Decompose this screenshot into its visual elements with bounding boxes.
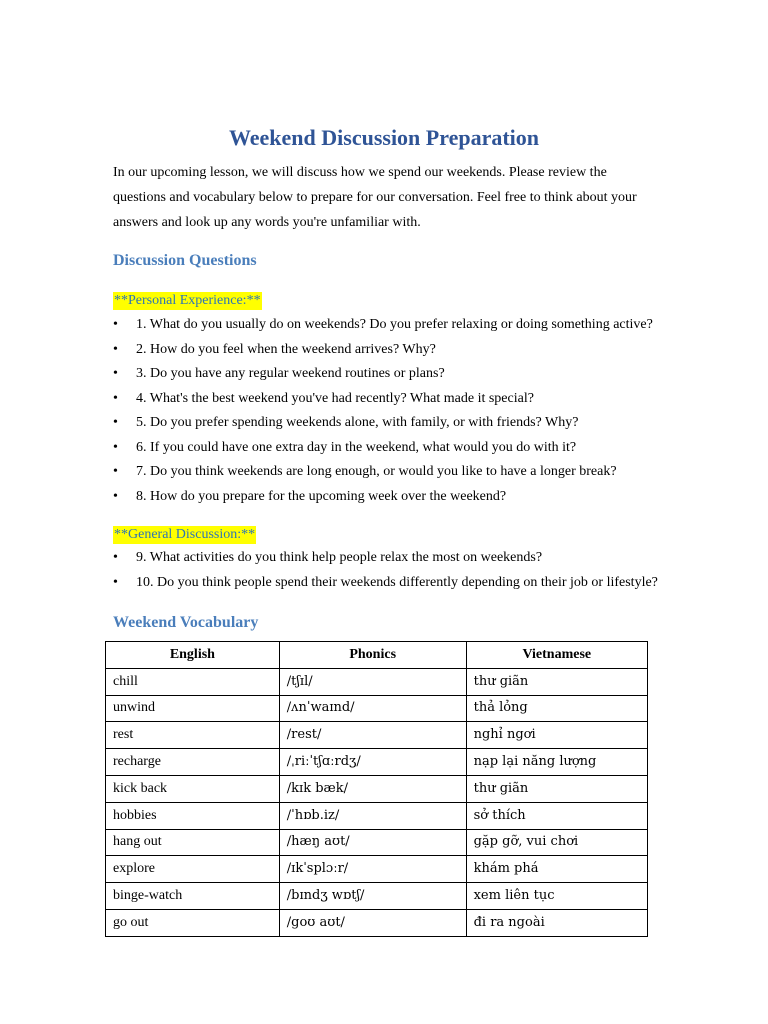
question-text: 5. Do you prefer spending weekends alone, with family, or with friends? Why? — [136, 415, 579, 430]
bullet-icon: • — [113, 439, 118, 455]
question-item — [113, 313, 673, 338]
vocabulary-row — [106, 883, 648, 910]
bullet-icon: • — [113, 390, 118, 406]
bullet-icon: • — [113, 464, 118, 479]
vietnamese-cell: thư giãn — [466, 668, 647, 695]
question-item — [113, 387, 673, 412]
vietnamese-cell: sở thích — [466, 802, 647, 829]
question-item — [113, 485, 673, 510]
english-cell: recharge — [106, 749, 280, 776]
question-item — [113, 460, 673, 485]
phonics-cell: /rest/ — [279, 722, 466, 749]
phonics-cell: /hæŋ aʊt/ — [279, 829, 466, 856]
column-header-english: English — [106, 642, 280, 669]
phonics-cell: /ˈhɒb.iz/ — [279, 802, 466, 829]
document-title: Weekend Discussion Preparation — [228, 125, 540, 150]
vocabulary-row — [106, 722, 648, 749]
vietnamese-cell: xem liên tục — [466, 883, 647, 910]
column-header-phonics: Phonics — [279, 642, 466, 669]
english-cell: go out — [106, 909, 280, 936]
bullet-icon: • — [113, 366, 118, 381]
vocabulary-table — [105, 641, 648, 937]
vocabulary-row — [106, 749, 648, 776]
bullet-icon: • — [113, 317, 118, 332]
vocabulary-row — [106, 829, 648, 856]
question-text: 8. How do you prepare for the upcoming week over the weekend? — [136, 488, 507, 504]
personal-experience-label: **Personal Experience:** — [114, 293, 261, 308]
question-text: 9. What activities do you think help people relax the most on weekends? — [136, 550, 543, 565]
bullet-icon: • — [113, 488, 118, 504]
phonics-cell: /bɪndʒ wɒtʃ/ — [279, 883, 466, 910]
question-text: 7. Do you think weekends are long enough, or would you like to have a longer break? — [136, 464, 617, 479]
question-item — [113, 362, 673, 387]
vocabulary-header-row — [106, 642, 648, 669]
vocabulary-row — [106, 775, 648, 802]
question-text: 3. Do you have any regular weekend routines or plans? — [136, 366, 445, 381]
question-text: 6. If you could have one extra day in the weekend, what would you do with it? — [136, 439, 577, 455]
question-text: 2. How do you feel when the weekend arrives? Why? — [136, 341, 436, 357]
vietnamese-cell: đi ra ngoài — [466, 909, 647, 936]
question-text: 4. What's the best weekend you've had recently? What made it special? — [136, 390, 534, 406]
vietnamese-cell: nghỉ ngơi — [466, 722, 647, 749]
english-cell: explore — [106, 856, 280, 883]
question-item — [113, 571, 673, 596]
vocabulary-row — [106, 856, 648, 883]
vietnamese-cell: gặp gỡ, vui chơi — [466, 829, 647, 856]
english-cell: kick back — [106, 775, 280, 802]
english-cell: rest — [106, 722, 280, 749]
phonics-cell: /ˌriːˈtʃɑːrdʒ/ — [279, 749, 466, 776]
bullet-icon: • — [113, 341, 118, 357]
vietnamese-cell: khám phá — [466, 856, 647, 883]
question-text: 1. What do you usually do on weekends? Do you prefer relaxing or doing something active? — [136, 317, 653, 332]
weekend-vocabulary-heading: Weekend Vocabulary — [113, 614, 259, 631]
english-cell: binge-watch — [106, 883, 280, 910]
bullet-icon: • — [113, 574, 118, 590]
phonics-cell: /ʌnˈwaɪnd/ — [279, 695, 466, 722]
question-item — [113, 436, 673, 461]
vocabulary-row — [106, 668, 648, 695]
bullet-icon: • — [113, 415, 118, 430]
english-cell: unwind — [106, 695, 280, 722]
discussion-questions-heading: Discussion Questions — [113, 252, 257, 269]
vocabulary-row — [106, 909, 648, 936]
english-cell: chill — [106, 668, 280, 695]
vocabulary-row — [106, 802, 648, 829]
vietnamese-cell: thả lỏng — [466, 695, 647, 722]
question-text: 10. Do you think people spend their weekends differently depending on their job or lifestyle? — [136, 574, 658, 590]
vietnamese-cell: nạp lại năng lượng — [466, 749, 647, 776]
question-item — [113, 411, 673, 436]
column-header-vietnamese: Vietnamese — [466, 642, 647, 669]
general-questions-list — [113, 546, 673, 595]
vietnamese-cell: thư giãn — [466, 775, 647, 802]
vocabulary-row — [106, 695, 648, 722]
bullet-icon: • — [113, 550, 118, 565]
personal-questions-list — [113, 313, 673, 509]
question-item — [113, 338, 673, 363]
question-item — [113, 546, 673, 571]
phonics-cell: /kɪk bæk/ — [279, 775, 466, 802]
phonics-cell: /goʊ aʊt/ — [279, 909, 466, 936]
english-cell: hobbies — [106, 802, 280, 829]
phonics-cell: /ɪkˈsplɔːr/ — [279, 856, 466, 883]
intro-paragraph: In our upcoming lesson, we will discuss how we spend our weekends. Please review the questions and vocabulary below to prepare for our conversation. Feel free to think about your answers and look up any words you're unfamiliar with. — [113, 165, 637, 230]
english-cell: hang out — [106, 829, 280, 856]
general-discussion-label: **General Discussion:** — [114, 527, 256, 542]
phonics-cell: /tʃɪl/ — [279, 668, 466, 695]
